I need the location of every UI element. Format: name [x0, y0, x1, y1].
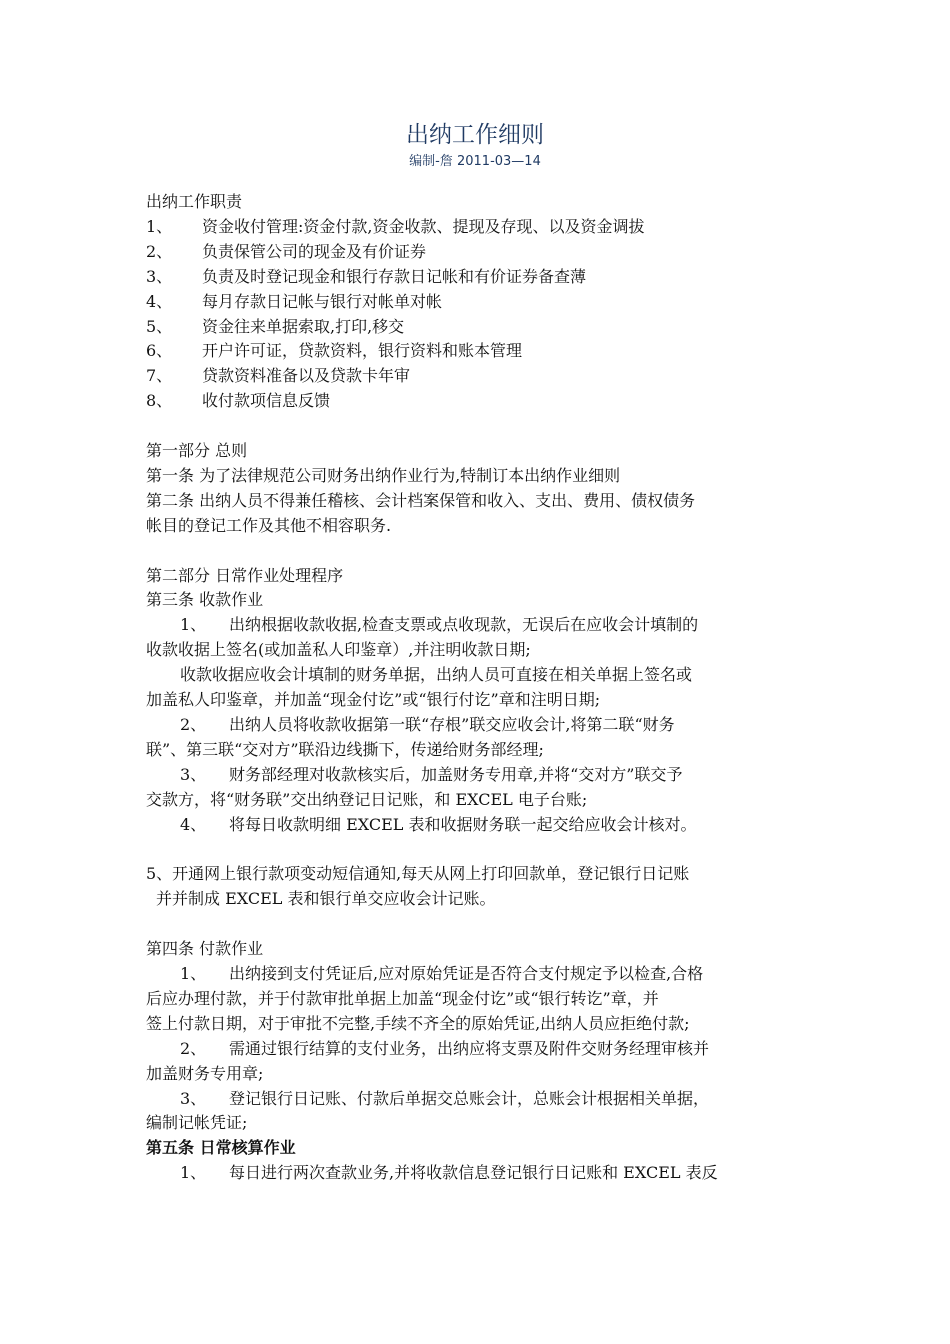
article-1: 第一条 为了法律规范公司财务出纳作业行为,特制订本出纳作业细则 [146, 465, 621, 485]
duty-item [146, 315, 778, 340]
item-text: 登记银行日记账、付款后单据交总账会计，总账会计根据相关单据， [229, 1088, 710, 1108]
article-4-item-3-line2: 编制记帐凭证; [146, 1113, 248, 1133]
duty-item [146, 215, 778, 240]
article-3-heading: 第三条 收款作业 [146, 590, 264, 610]
duty-num: 1、 [146, 216, 173, 236]
part2-heading: 第二部分 日常作业处理程序 [146, 565, 344, 585]
item-num: 4、 [180, 814, 207, 834]
duty-item [146, 364, 778, 389]
duty-item [146, 240, 778, 265]
document-subtitle: 编制-詹 2011-03—14 [409, 154, 541, 169]
article-3-para-line1: 收款收据应收会计填制的财务单据，出纳人员可直接在相关单据上签名或 [180, 665, 693, 685]
item-text: 出纳接到支付凭证后,应对原始凭证是否符合支付规定予以检查,合格 [229, 964, 704, 984]
duty-num: 7、 [146, 366, 173, 386]
item-text: 需通过银行结算的支付业务，出纳应将支票及附件交财务经理审核并 [229, 1038, 710, 1058]
article-4-item-1-line1 [146, 962, 778, 987]
duty-item [146, 265, 778, 290]
article-4-item-3-line1 [146, 1087, 778, 1112]
duty-text: 贷款资料准备以及贷款卡年审 [202, 366, 411, 386]
article-3-para-line2: 加盖私人印鉴章，并加盖“现金付讫”或“银行付讫”章和注明日期; [146, 690, 601, 710]
part1-heading: 第一部分 总则 [146, 441, 248, 461]
article-2-line1: 第二条 出纳人员不得兼任稽核、会计档案保管和收入、支出、费用、债权债务 [146, 490, 696, 510]
article-3-item-3-line1 [146, 763, 778, 788]
article-2-line2: 帐目的登记工作及其他不相容职务. [146, 515, 392, 535]
spacer [146, 912, 778, 937]
article-4-item-1-line2: 后应办理付款，并于付款审批单据上加盖“现金付讫”或“银行转讫”章，并 [146, 988, 659, 1008]
article-3-item-3-line2: 交款方，将“财务联”交出纳登记日记账，和 EXCEL 电子台账; [146, 789, 588, 809]
duty-item [146, 290, 778, 315]
item-num: 1、 [180, 1163, 207, 1183]
duties-heading: 出纳工作职责 [146, 192, 243, 211]
article-4-item-1-line3: 签上付款日期，对于审批不完整,手续不齐全的原始凭证,出纳人员应拒绝付款; [146, 1013, 690, 1033]
item-text: 出纳人员将收款收据第一联“存根”联交应收会计,将第二联“财务 [229, 715, 675, 734]
duty-item [146, 339, 778, 364]
item-num: 3、 [180, 764, 207, 784]
article-4-heading: 第四条 付款作业 [146, 939, 264, 959]
article-3-item-1-line2: 收款收据上签名(或加盖私人印鉴章）,并注明收款日期; [146, 640, 531, 660]
article-3-item-2-line1 [146, 713, 778, 738]
duty-text: 收付款项信息反馈 [202, 391, 331, 411]
duty-text: 资金往来单据索取,打印,移交 [202, 316, 405, 336]
duty-text: 开户许可证，贷款资料，银行资料和账本管理 [202, 341, 523, 361]
item-num: 1、 [180, 964, 207, 984]
duty-num: 2、 [146, 241, 173, 261]
item-num: 1、 [180, 615, 207, 635]
document-header [0, 118, 950, 172]
article-3-item-4-line1 [146, 813, 778, 838]
duty-text: 每月存款日记帐与银行对帐单对帐 [202, 291, 443, 311]
item-text: 将每日收款明细 EXCEL 表和收据财务联一起交给应收会计核对。 [229, 814, 697, 834]
item-text: 出纳根据收款收据,检查支票或点收现款，无误后在应收会计填制的 [229, 615, 699, 635]
spacer [146, 838, 778, 863]
article-3-item-5-line2: 并并制成 EXCEL 表和银行单交应收会计记账。 [156, 889, 496, 909]
article-4-item-2-line1 [146, 1037, 778, 1062]
article-4-item-2-line2: 加盖财务专用章; [146, 1063, 264, 1083]
document-body [146, 190, 778, 1186]
item-text: 每日进行两次查款业务,并将收款信息登记银行日记账和 EXCEL 表反 [229, 1163, 718, 1183]
item-text: 财务部经理对收款核实后，加盖财务专用章,并将“交对方”联交予 [229, 764, 683, 784]
duty-text: 负责及时登记现金和银行存款日记帐和有价证券备查薄 [202, 266, 587, 286]
duty-num: 3、 [146, 266, 173, 286]
duty-text: 负责保管公司的现金及有价证券 [202, 241, 427, 261]
article-3-item-1-line1 [146, 613, 778, 638]
duty-item [146, 389, 778, 414]
article-5-item-1-line1 [146, 1161, 778, 1186]
duty-num: 6、 [146, 341, 173, 361]
item-num: 2、 [180, 715, 207, 734]
item-num: 3、 [180, 1088, 207, 1108]
document-title: 出纳工作细则 [406, 122, 544, 148]
duty-num: 8、 [146, 391, 173, 411]
item-num: 2、 [180, 1038, 207, 1058]
article-5-heading: 第五条 日常核算作业 [146, 1138, 296, 1158]
article-3-item-5-line1: 5、开通网上银行款项变动短信通知,每天从网上打印回款单，登记银行日记账 [146, 864, 690, 884]
spacer [146, 414, 778, 439]
duty-num: 5、 [146, 316, 173, 336]
article-3-item-2-line2: 联”、第三联“交对方”联沿边线撕下，传递给财务部经理; [146, 739, 544, 759]
duty-num: 4、 [146, 291, 173, 311]
spacer [146, 539, 778, 564]
duty-text: 资金收付管理:资金付款,资金收款、提现及存现、以及资金调拔 [202, 216, 645, 236]
